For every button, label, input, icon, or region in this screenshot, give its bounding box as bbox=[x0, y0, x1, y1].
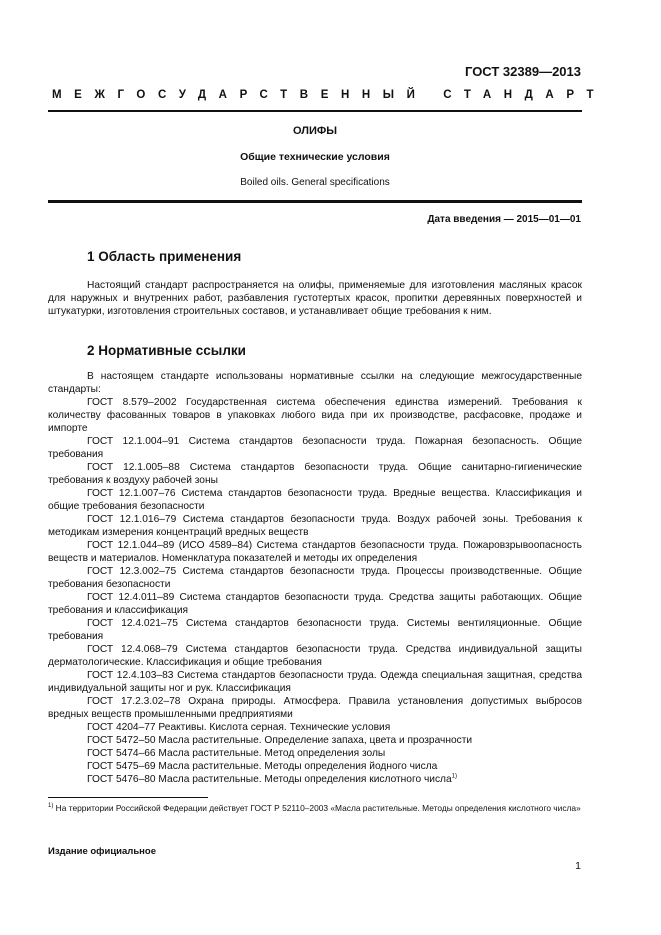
reference-item: ГОСТ 12.3.002–75 Система стандартов безопасности труда. Процессы производственные. Общие требования безопасности bbox=[48, 566, 582, 590]
section-1-text: Настоящий стандарт распространяется на олифы, применяемые для изготовления масляных красок для наружных и внутренних работ, разбавления густотертых красок, пропитки деревянных поверхностей и штукатурки, изготовления строительных составов, и устанавливает общие требования к ним. bbox=[48, 280, 582, 317]
footnote-mark[interactable]: 1) bbox=[451, 773, 458, 780]
reference-item: ГОСТ 12.1.007–76 Система стандартов безопасности труда. Вредные вещества. Классификация и общие требования безопасности bbox=[48, 488, 582, 512]
interstate-standard-label: МЕЖГОСУДАРСТВЕННЫЙ СТАНДАРТ bbox=[52, 89, 607, 101]
english-title: Boiled oils. General specifications bbox=[240, 177, 390, 188]
reference-item bbox=[48, 773, 582, 786]
reference-item: ГОСТ 5472–50 Масла растительные. Определение запаха, цвета и прозрачности bbox=[87, 735, 473, 746]
page-number: 1 bbox=[575, 860, 581, 872]
reference-item: ГОСТ 12.4.103–83 Система стандартов безопасности труда. Одежда специальная защитная, средства индивидуальной защиты ног и рук. Классификация bbox=[48, 670, 582, 694]
section-2-heading: 2 Нормативные ссылки bbox=[87, 343, 246, 358]
reference-item: ГОСТ 5474–66 Масла растительные. Метод определения золы bbox=[87, 748, 386, 759]
reference-item: ГОСТ 17.2.3.02–78 Охрана природы. Атмосфера. Правила установления допустимых выбросов вредных веществ промышленными предприятиями bbox=[48, 696, 582, 720]
section-1-heading: 1 Область применения bbox=[87, 249, 242, 264]
document-subtitle: Общие технические условия bbox=[240, 151, 390, 163]
reference-item-text: ГОСТ 5476–80 Масла растительные. Методы определения кислотного числа bbox=[87, 774, 452, 785]
reference-item: ГОСТ 5475–69 Масла растительные. Методы определения йодного числа bbox=[87, 761, 438, 772]
standard-number: ГОСТ 32389—2013 bbox=[465, 64, 581, 79]
reference-item: ГОСТ 12.4.068–79 Система стандартов безопасности труда. Средства индивидуальной защиты дерматологические. Классификация и общие требования bbox=[48, 644, 582, 668]
reference-item: ГОСТ 12.1.044–89 (ИСО 4589–84) Система стандартов безопасности труда. Пожаровзрывоопасность веществ и материалов. Номенклатура показателей и методы их определения bbox=[48, 540, 582, 564]
reference-item: ГОСТ 12.1.004–91 Система стандартов безопасности труда. Пожарная безопасность. Общие требования bbox=[48, 436, 582, 460]
footnote-rule bbox=[48, 797, 208, 798]
footnote-mark: 1) bbox=[48, 803, 54, 810]
footnote-text: На территории Российской Федерации действует ГОСТ Р 52110–2003 «Масла растительные. Методы определения кислотного числа» bbox=[53, 803, 581, 813]
title-rule bbox=[48, 200, 582, 203]
reference-item: ГОСТ 12.1.005–88 Система стандартов безопасности труда. Общие санитарно-гигиенические требования к воздуху рабочей зоны bbox=[48, 462, 582, 486]
reference-item: ГОСТ 4204–77 Реактивы. Кислота серная. Технические условия bbox=[87, 722, 391, 733]
references-block bbox=[48, 370, 582, 786]
footnote bbox=[48, 803, 582, 814]
reference-item: ГОСТ 12.1.016–79 Система стандартов безопасности труда. Воздух рабочей зоны. Требования к методикам измерения концентраций вредных веществ bbox=[48, 514, 582, 538]
references-intro: В настоящем стандарте использованы нормативные ссылки на следующие межгосударственные стандарты: bbox=[48, 371, 582, 395]
reference-item: ГОСТ 8.579–2002 Государственная система обеспечения единства измерений. Требования к количеству фасованных товаров в упаковках любого вида при их производстве, расфасовке, продаже и импорте bbox=[48, 397, 582, 434]
reference-item: ГОСТ 12.4.011–89 Система стандартов безопасности труда. Средства защиты работающих. Общие требования и классификация bbox=[48, 592, 582, 616]
header-rule bbox=[48, 110, 582, 112]
document-title: ОЛИФЫ bbox=[292, 125, 338, 137]
introduction-date: Дата введения — 2015—01—01 bbox=[427, 214, 581, 225]
reference-item: ГОСТ 12.4.021–75 Система стандартов безопасности труда. Системы вентиляционные. Общие требования bbox=[48, 618, 582, 642]
edition-label: Издание официальное bbox=[48, 846, 156, 857]
